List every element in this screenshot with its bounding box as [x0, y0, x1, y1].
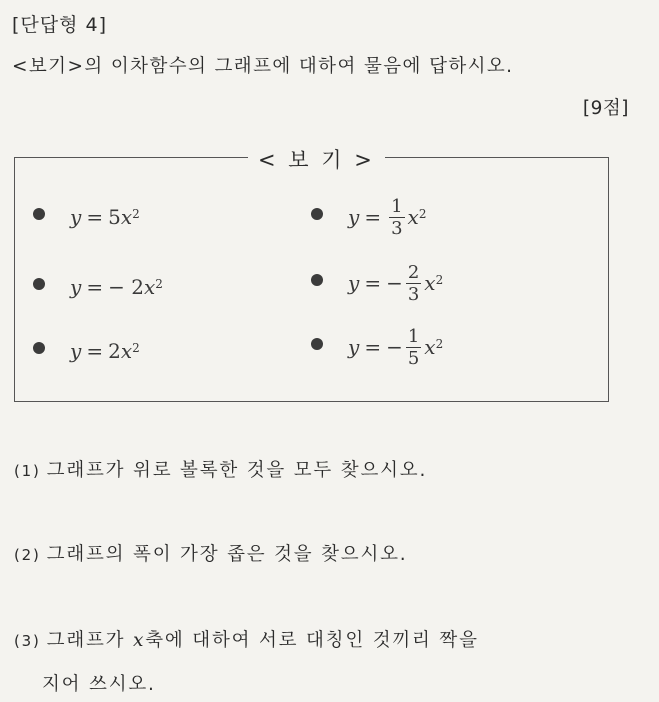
eq-coef: 2 [108, 339, 121, 363]
eq-lhs: y [348, 205, 360, 229]
eq-sign: − [108, 275, 125, 299]
question-number: (3) [14, 632, 41, 650]
eq-var: x [143, 275, 156, 299]
question-text: 그래프가 위로 볼록한 것을 모두 찾으시오. [46, 460, 428, 481]
fraction-denominator: 5 [407, 347, 420, 369]
eq-lhs: y [70, 339, 82, 363]
equation [348, 258, 443, 308]
bullet-icon [33, 342, 45, 354]
fraction-numerator: 1 [407, 325, 420, 347]
eq-operator: = [86, 275, 104, 299]
eq-var: x [424, 335, 436, 359]
eq-coef: 2 [131, 275, 144, 299]
eq-operator: = [364, 335, 382, 359]
question-text: 그래프가 [46, 630, 134, 651]
fraction-denominator: 3 [407, 283, 420, 305]
eq-exp: 2 [435, 273, 444, 287]
eq-coef: 5 [108, 205, 121, 229]
fraction [389, 196, 404, 239]
example-box [14, 148, 609, 402]
eq-operator: = [86, 205, 104, 229]
eq-var: x [407, 205, 419, 229]
fraction-denominator: 3 [391, 217, 403, 239]
question-variable: x [133, 630, 146, 651]
bullet-icon [311, 208, 323, 220]
points-label: [9점] [582, 98, 629, 119]
eq-exp: 2 [155, 277, 163, 291]
question-3-continuation: 지어 쓰시오. [42, 674, 156, 695]
eq-exp: 2 [435, 337, 444, 351]
equation [348, 192, 426, 242]
fraction-numerator: 1 [391, 195, 403, 217]
problem-title: [단답형 4] [12, 14, 108, 36]
eq-lhs: y [348, 335, 360, 359]
question-2 [14, 540, 407, 566]
eq-operator: = [364, 271, 382, 295]
question-3 [14, 626, 479, 652]
equation [70, 192, 140, 242]
eq-var: x [120, 339, 133, 363]
eq-var: x [120, 205, 133, 229]
bullet-icon [311, 338, 323, 350]
equation [70, 326, 140, 376]
eq-sign: − [386, 335, 403, 359]
bullet-icon [311, 274, 323, 286]
question-number: (2) [14, 546, 41, 564]
eq-var: x [424, 271, 436, 295]
eq-operator: = [364, 205, 382, 229]
eq-exp: 2 [132, 207, 140, 221]
question-1 [14, 456, 427, 482]
question-number: (1) [14, 462, 41, 480]
eq-lhs: y [348, 271, 360, 295]
fraction [406, 326, 421, 369]
equation [70, 262, 163, 312]
eq-exp: 2 [132, 341, 140, 355]
problem-instruction: <보기>의 이차함수의 그래프에 대하여 물음에 답하시오. [12, 56, 514, 77]
eq-sign: − [386, 271, 403, 295]
question-text: 축에 대하여 서로 대칭인 것끼리 짝을 [145, 630, 479, 651]
bullet-icon [33, 208, 45, 220]
eq-exp: 2 [418, 207, 427, 221]
example-box-caption: < 보 기 > [248, 144, 385, 174]
eq-lhs: y [70, 275, 82, 299]
bullet-icon [33, 278, 45, 290]
fraction-numerator: 2 [407, 261, 420, 283]
eq-lhs: y [70, 205, 82, 229]
fraction [406, 262, 421, 305]
equation [348, 322, 443, 372]
question-text: 그래프의 폭이 가장 좁은 것을 찾으시오. [46, 544, 408, 565]
eq-operator: = [86, 339, 104, 363]
